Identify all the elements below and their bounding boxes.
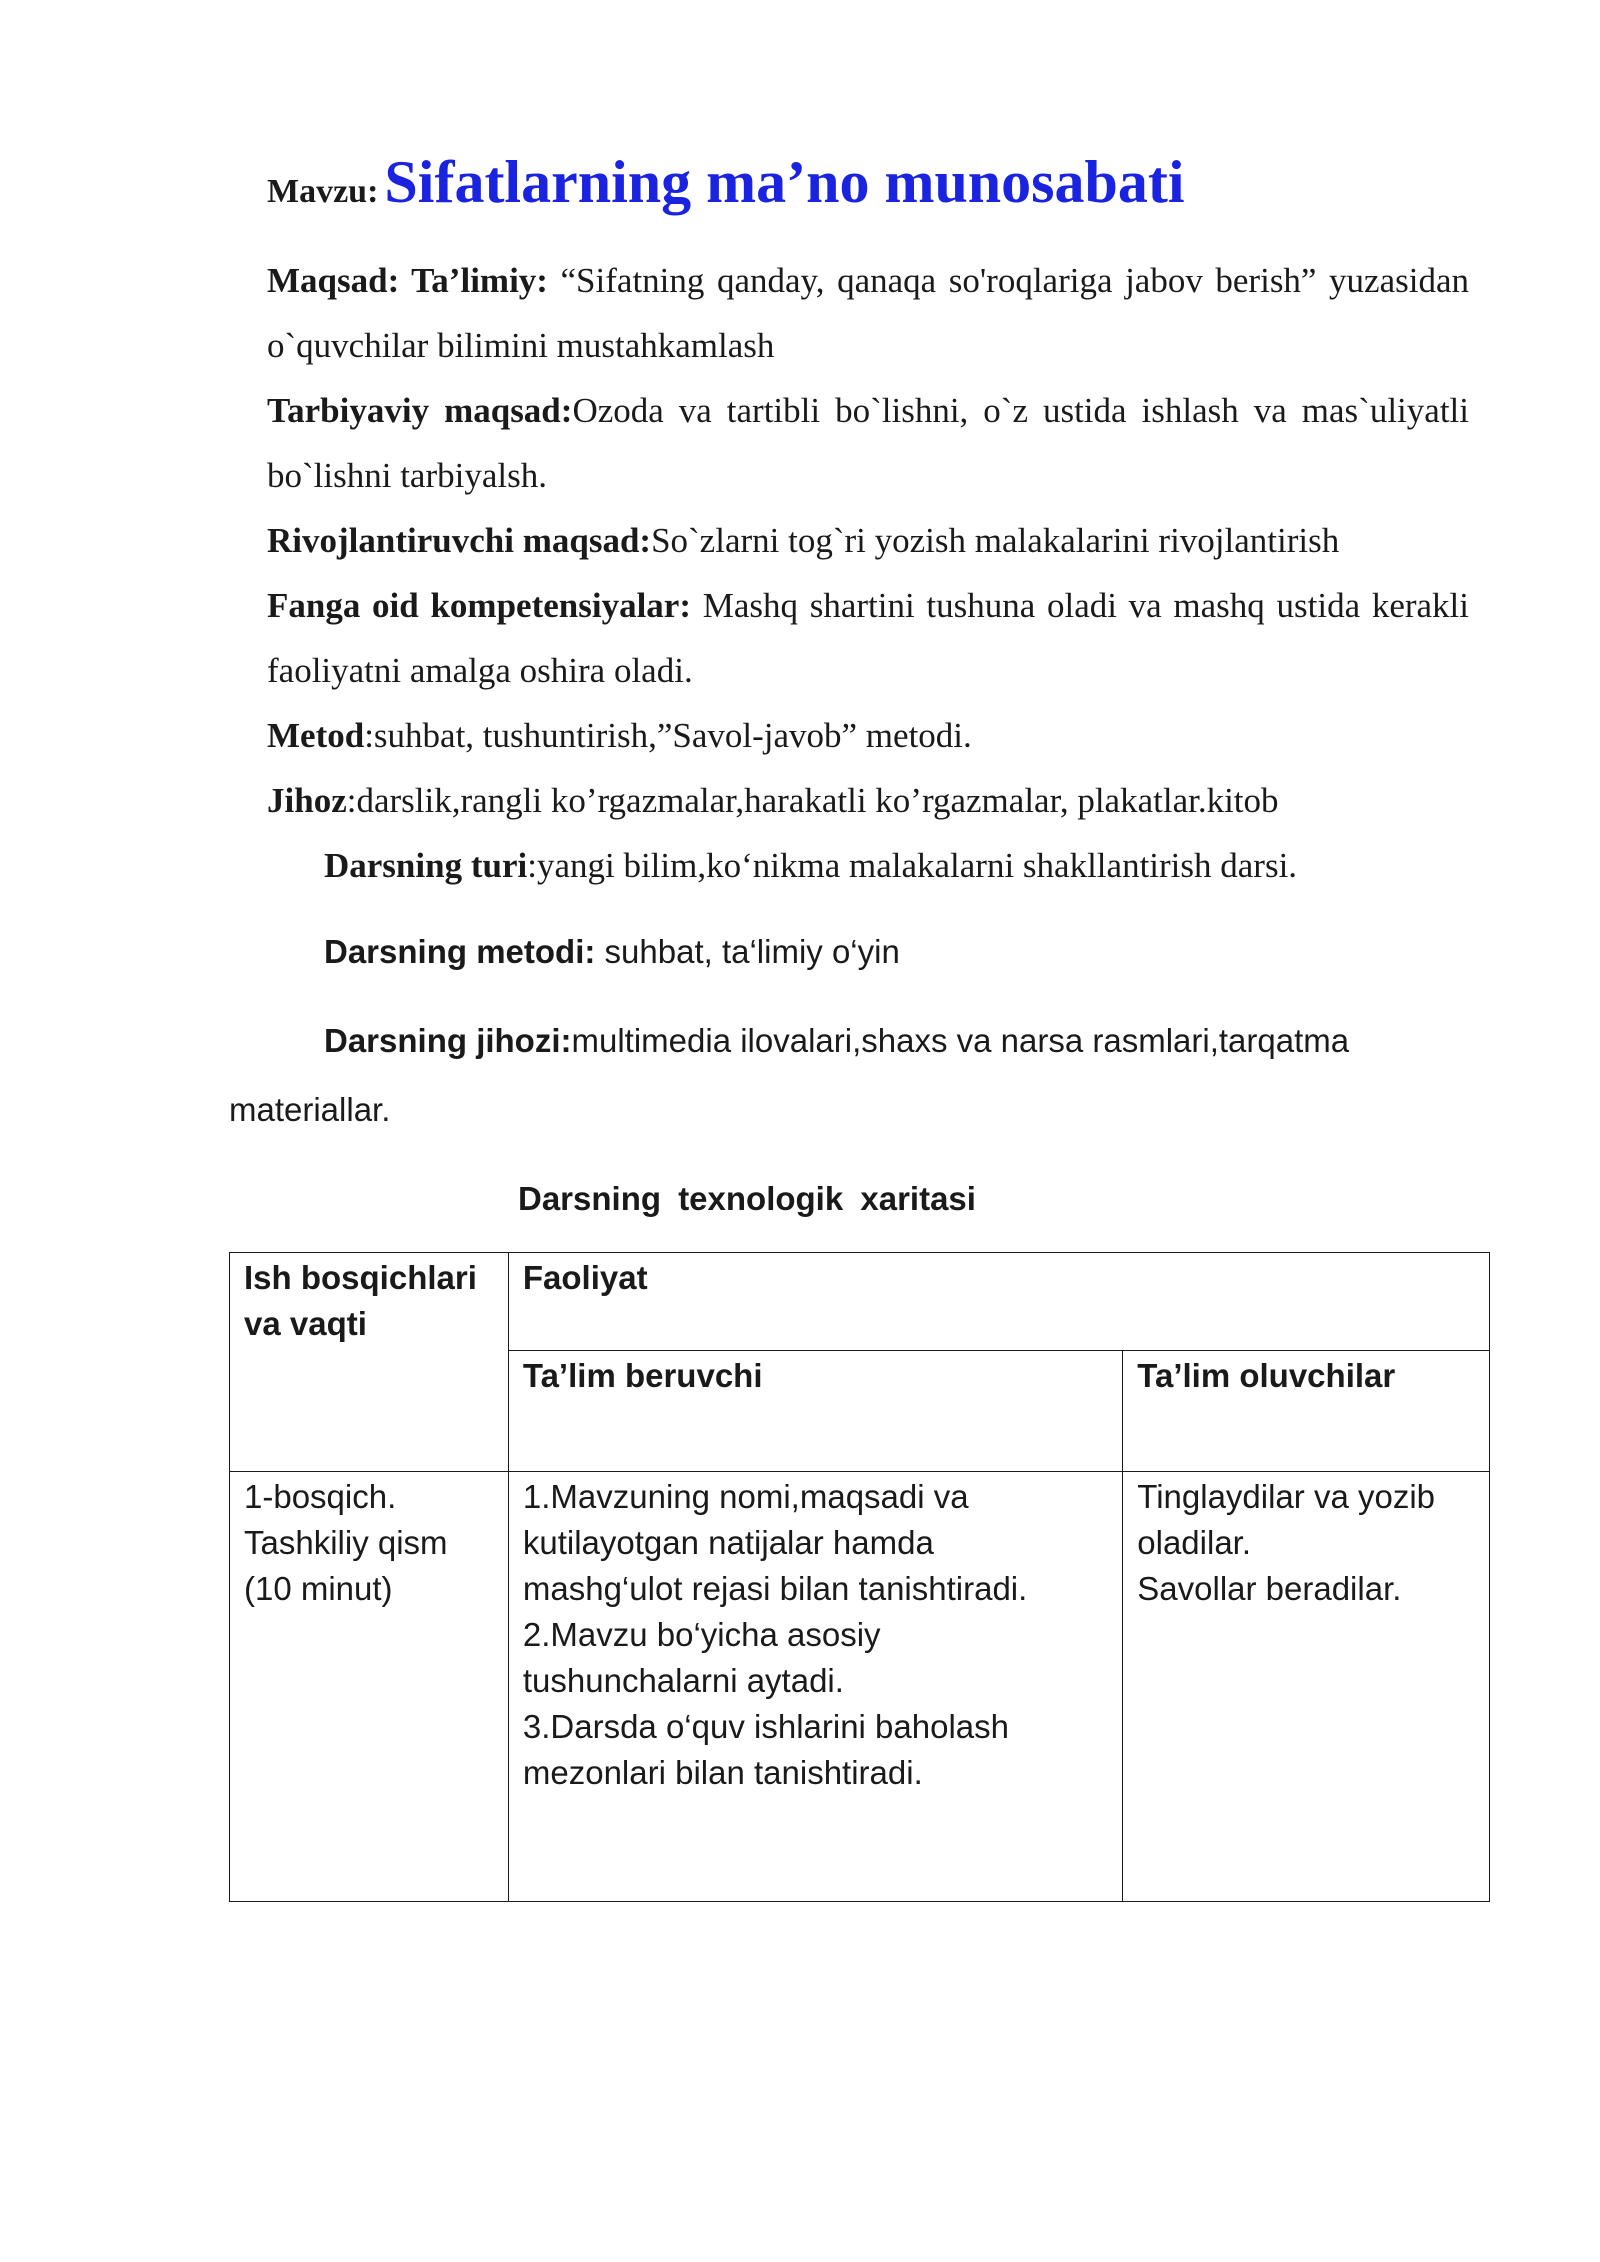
goal-upbringing-text: Ozoda va tartibli bo`lishni, o`z ustida ishlash va mas`uliyatli bo`lishni tarbiyalsh.	[267, 391, 1469, 495]
goal-educational	[267, 248, 1469, 378]
stage-line: 1-bosqich.	[244, 1478, 397, 1515]
goal-developmental-label: Rivojlantiruvchi maqsad:	[267, 521, 652, 560]
equipment-text: :darslik,rangli ko’rgazmalar,harakatli ko’rgazmalar, plakatlar.kitob	[346, 781, 1279, 820]
lesson-equipment-line	[324, 1021, 1349, 1061]
goal-upbringing	[267, 378, 1469, 508]
students-activity-line: Savollar beradilar.	[1137, 1570, 1402, 1607]
header-teacher	[508, 1351, 1122, 1472]
lesson-type-line	[324, 833, 1474, 898]
table-title: Darsning texnologik xaritasi	[518, 1180, 976, 1217]
subject-competencies-label: Fanga oid kompetensiyalar:	[267, 586, 691, 625]
method-line	[267, 703, 1469, 768]
goal-upbringing-label: Tarbiyaviy maqsad:	[267, 391, 573, 430]
lesson-method-text: suhbat, ta‘limiy o‘yin	[595, 933, 900, 970]
table-row	[230, 1472, 1490, 1902]
goal-developmental-text: So`zlarni tog`ri yozish malakalarini rivojlantirish	[651, 521, 1340, 560]
teacher-activity-line: 3.Darsda o‘quv ishlarini baholash	[522, 1708, 1009, 1745]
lesson-equipment-label: Darsning jihozi:	[324, 1022, 572, 1059]
topic-label: Mavzu:	[267, 173, 379, 210]
method-text: :suhbat, tushuntirish,”Savol-javob” metodi.	[364, 716, 972, 755]
subject-competencies	[267, 573, 1469, 703]
header-activity	[508, 1253, 1489, 1351]
lesson-method-line	[324, 932, 900, 972]
students-activity-cell	[1123, 1472, 1490, 1902]
lesson-equipment-continuation: materiallar.	[229, 1091, 391, 1128]
table-header-row	[230, 1253, 1490, 1351]
equipment-label: Jihoz	[267, 781, 347, 820]
teacher-activity-line: kutilayotgan natijalar hamda	[522, 1524, 934, 1561]
topic-heading	[267, 148, 1185, 217]
teacher-activity-line: 2.Mavzu bo‘yicha asosiy	[522, 1616, 881, 1653]
header-students	[1123, 1351, 1490, 1472]
technological-map-table	[229, 1252, 1490, 1902]
lesson-method-label: Darsning metodi:	[324, 933, 596, 970]
teacher-activity-cell	[508, 1472, 1122, 1902]
stage-line: (10 minut)	[244, 1570, 393, 1607]
subject-competencies-text: Mashq shartini tushuna oladi va mashq ustida kerakli faoliyatni amalga oshira oladi.	[267, 586, 1469, 690]
students-activity-line: Tinglaydilar va yozib	[1137, 1478, 1436, 1515]
stage-cell	[230, 1472, 509, 1902]
topic-title: Sifatlarning ma’no munosabati	[384, 149, 1185, 215]
header-teacher-label: Ta’lim beruvchi	[522, 1357, 763, 1394]
students-activity-line: oladilar.	[1137, 1524, 1252, 1561]
header-students-label: Ta’lim oluvchilar	[1137, 1357, 1396, 1394]
header-stages-time	[230, 1253, 509, 1472]
goal-educational-text: “Sifatning qanday, qanaqa so'roqlariga jabov berish” yuzasidan o`quvchilar bilimini mustahkamlash	[267, 261, 1469, 365]
teacher-activity-line: mashg‘ulot rejasi bilan tanishtiradi.	[522, 1570, 1028, 1607]
lesson-type-label: Darsning turi	[324, 846, 528, 885]
lesson-type-text: :yangi bilim,ko‘nikma malakalarni shakllantirish darsi.	[527, 846, 1298, 885]
stage-line: Tashkiliy qism	[244, 1524, 448, 1561]
teacher-activity-line: 1.Mavzuning nomi,maqsadi va	[522, 1478, 969, 1515]
goal-educational-label: Maqsad: Ta’limiy:	[267, 261, 548, 300]
goal-developmental	[267, 508, 1469, 573]
header-activity-label: Faoliyat	[522, 1259, 648, 1296]
equipment-line	[267, 768, 1469, 833]
method-label: Metod	[267, 716, 365, 755]
lesson-equipment-text: multimedia ilovalari,shaxs va narsa rasmlari,tarqatma	[571, 1022, 1350, 1059]
teacher-activity-line: mezonlari bilan tanishtiradi.	[522, 1754, 923, 1791]
header-stages-time-label: Ish bosqichlari va vaqti	[244, 1259, 477, 1342]
teacher-activity-line: tushunchalarni aytadi.	[522, 1662, 844, 1699]
